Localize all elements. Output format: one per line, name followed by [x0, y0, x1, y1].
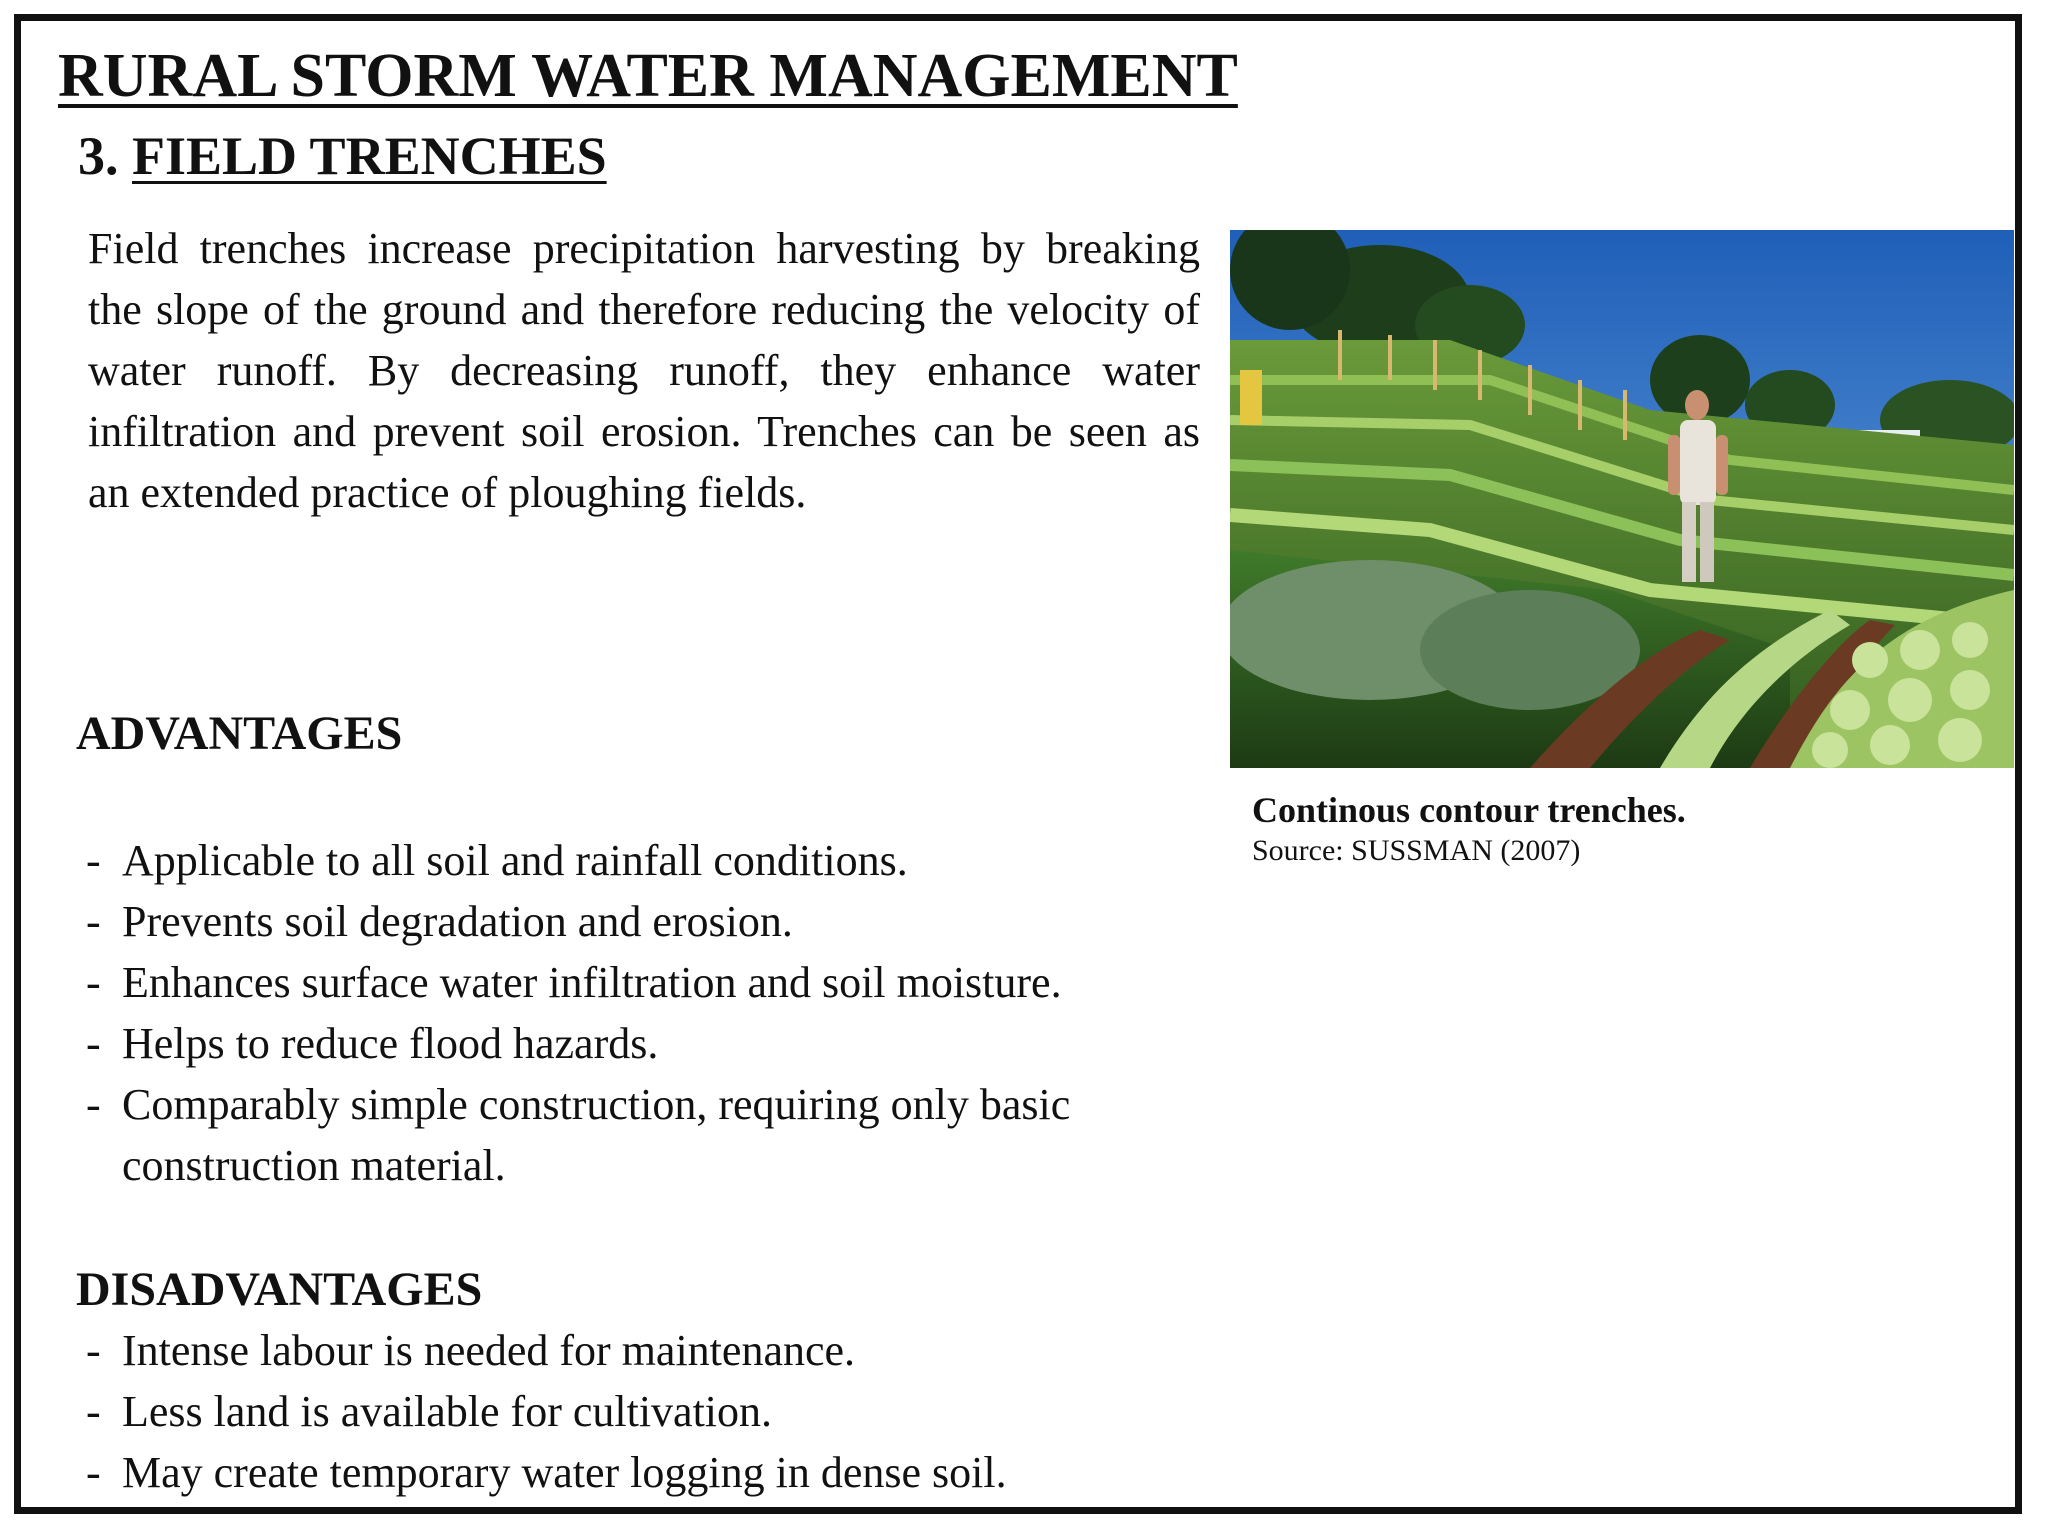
bullet-dash: - — [86, 1448, 101, 1497]
trench-field-photo — [1230, 230, 2014, 768]
list-item — [76, 1442, 1276, 1503]
list-item — [76, 952, 1276, 1013]
caption-source: Source: SUSSMAN (2007) — [1252, 834, 1581, 867]
list-item — [76, 891, 1276, 952]
bullet-dash: - — [86, 958, 101, 1007]
photo-illustration — [1230, 230, 2014, 768]
section-number: 3. — [78, 126, 119, 186]
list-item — [76, 830, 1276, 891]
advantage-text: Enhances surface water infiltration and soil moisture. — [122, 958, 1062, 1007]
disadvantages-heading: DISADVANTAGES — [76, 1263, 483, 1316]
disadvantage-text: May create temporary water logging in dense soil. — [122, 1448, 1007, 1497]
list-item — [76, 1074, 1276, 1196]
list-item — [76, 1381, 1276, 1442]
disadvantage-text: Less land is available for cultivation. — [122, 1387, 773, 1436]
bullet-dash: - — [86, 1326, 101, 1375]
bullet-dash: - — [86, 1080, 101, 1129]
advantage-text: Helps to reduce flood hazards. — [122, 1019, 659, 1068]
advantages-list — [76, 830, 1276, 1196]
list-item — [76, 1320, 1276, 1381]
section-title — [78, 124, 607, 188]
advantage-text: Applicable to all soil and rainfall conditions. — [122, 836, 908, 885]
advantages-heading: ADVANTAGES — [76, 707, 403, 760]
section-title-text: FIELD TRENCHES — [132, 126, 607, 186]
bullet-dash: - — [86, 1019, 101, 1068]
disadvantages-list — [76, 1320, 1276, 1503]
bullet-dash: - — [86, 897, 101, 946]
figure-caption — [1252, 788, 1686, 870]
advantage-text: Prevents soil degradation and erosion. — [122, 897, 793, 946]
bullet-dash: - — [86, 1387, 101, 1436]
bullet-dash: - — [86, 836, 101, 885]
intro-paragraph: Field trenches increase precipitation harvesting by breaking the slope of the ground and therefore reducing the velocity of water runoff. By decreasing runoff, they enhance water infiltration and prevent soil erosion. Trenches can be seen as an extended practice of ploughing fields. — [88, 224, 1200, 517]
list-item — [76, 1013, 1276, 1074]
advantage-text: Comparably simple construction, requiring only basic construction material. — [122, 1080, 1071, 1190]
page-title: RURAL STORM WATER MANAGEMENT — [58, 42, 1238, 110]
caption-title: Continous contour trenches. — [1252, 790, 1686, 830]
disadvantage-text: Intense labour is needed for maintenance. — [122, 1326, 856, 1375]
